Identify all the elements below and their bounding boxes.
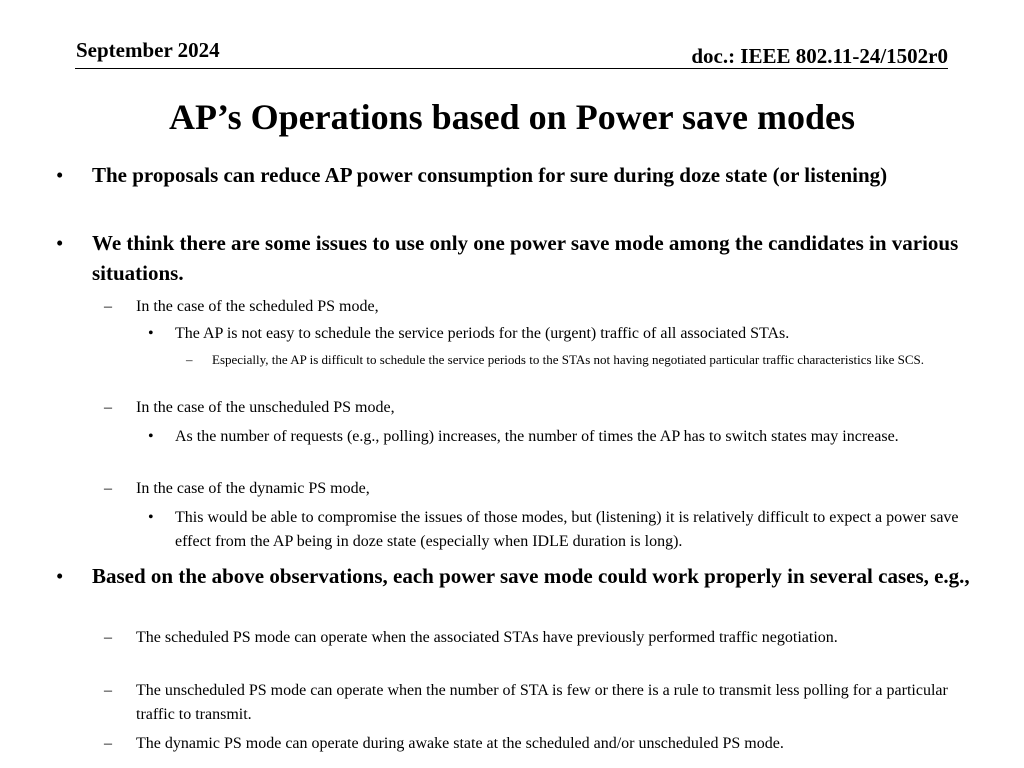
detail-text: Especially, the AP is difficult to schedule the service periods to the STAs not having negotiated particular traffic characteristics like SCS. bbox=[212, 352, 924, 367]
sub-sub-bullet-text: As the number of requests (e.g., polling) increases, the number of times the AP has to switch states may increase. bbox=[175, 428, 899, 445]
bullet-marker: • bbox=[148, 509, 154, 526]
header-doc-id: doc.: IEEE 802.11-24/1502r0 bbox=[691, 44, 948, 68]
sub-bullet-text: In the case of the dynamic PS mode, bbox=[136, 480, 370, 497]
bullet-text: Based on the above observations, each power save mode could work properly in several cases, e.g., bbox=[92, 564, 970, 588]
bullet-text: We think there are some issues to use only one power save mode among the candidates in various situations. bbox=[92, 231, 959, 285]
dash-marker: – bbox=[104, 298, 112, 315]
dash-marker: – bbox=[104, 480, 112, 497]
header-date: September 2024 bbox=[76, 38, 220, 62]
bullet-marker: • bbox=[56, 163, 64, 187]
dash-marker: – bbox=[104, 735, 112, 752]
bullet-marker: • bbox=[56, 564, 64, 588]
dash-marker: – bbox=[104, 399, 112, 416]
sub-sub-bullet-text: The AP is not easy to schedule the service periods for the (urgent) traffic of all associated STAs. bbox=[175, 325, 790, 342]
bullet-marker: • bbox=[148, 428, 154, 445]
sub-bullet-text: The unscheduled PS mode can operate when the number of STA is few or there is a rule to transmit less polling for a particular traffic to transmit. bbox=[136, 682, 948, 723]
bullet-marker: • bbox=[148, 325, 154, 342]
sub-bullet-text: In the case of the unscheduled PS mode, bbox=[136, 399, 395, 416]
sub-bullet-text: The dynamic PS mode can operate during awake state at the scheduled and/or unscheduled PS mode. bbox=[136, 735, 784, 752]
sub-bullet-text: The scheduled PS mode can operate when the associated STAs have previously performed traffic negotiation. bbox=[136, 629, 838, 646]
sub-sub-bullet-text: This would be able to compromise the issues of those modes, but (listening) it is relatively difficult to expect a power save effect from the AP being in doze state (especially when IDLE duration is long). bbox=[175, 509, 959, 550]
dash-marker: – bbox=[104, 682, 112, 699]
dash-marker: – bbox=[186, 352, 193, 367]
dash-marker: – bbox=[104, 629, 112, 646]
bullet-text: The proposals can reduce AP power consumption for sure during doze state (or listening) bbox=[92, 163, 888, 187]
bullet-marker: • bbox=[56, 231, 64, 255]
sub-bullet-text: In the case of the scheduled PS mode, bbox=[136, 298, 379, 315]
slide-title: AP’s Operations based on Power save modes bbox=[169, 97, 855, 137]
